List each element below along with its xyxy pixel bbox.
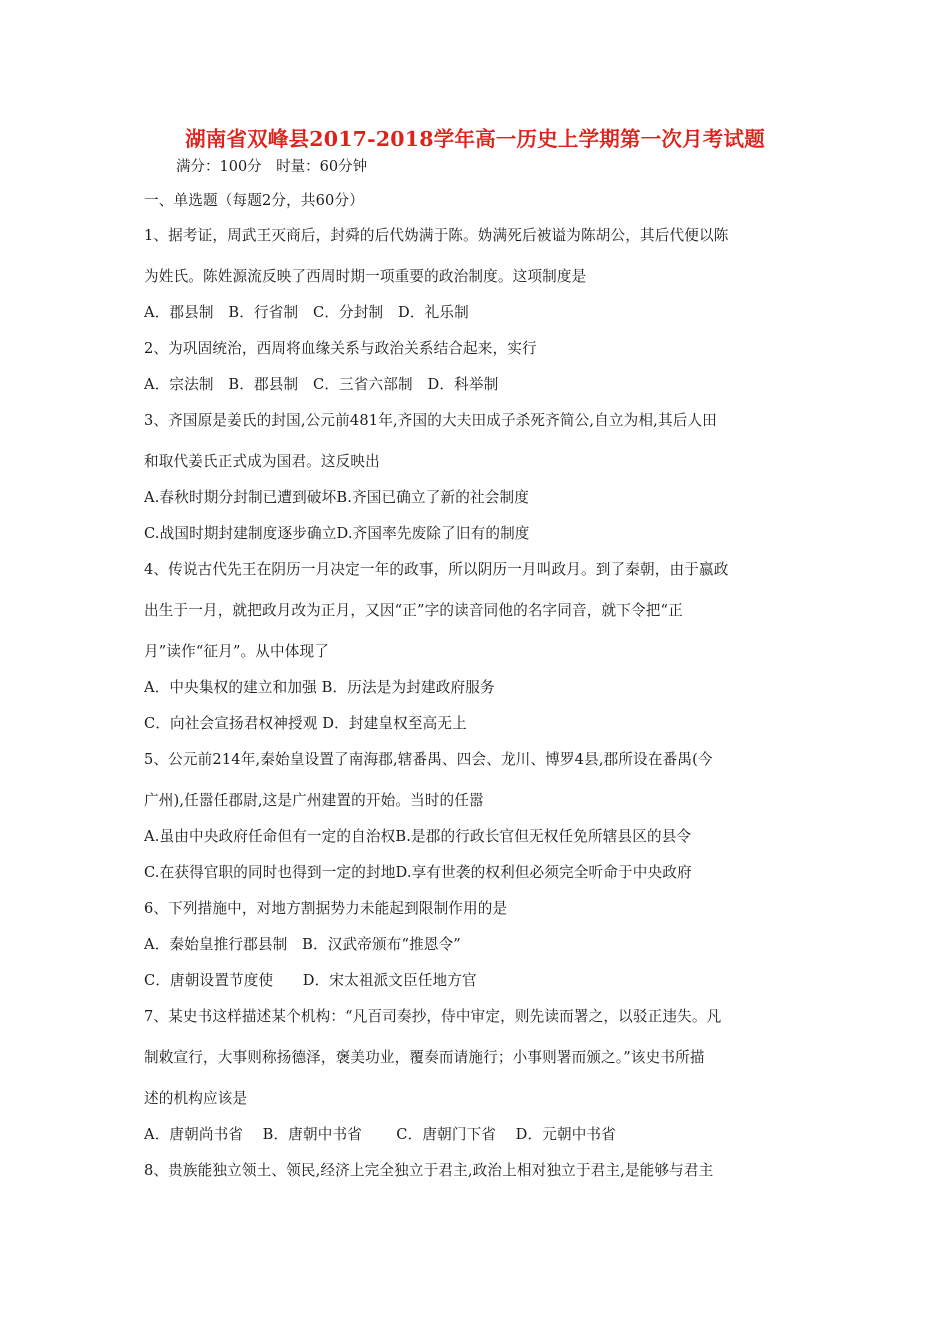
answer-options: A.虽由中央政府任命但有一定的自治权B.是郡的行政长官但无权任免所辖县区的县令: [144, 828, 692, 845]
answer-options: A．中央集权的建立和加强 B．历法是为封建政府服务: [144, 679, 495, 696]
answer-options: A．唐朝尚书省 B．唐朝中书省 C．唐朝门下省 D．元朝中书省: [144, 1126, 616, 1143]
answer-options: C．向社会宣扬君权神授观 D．封建皇权至高无上: [144, 715, 467, 732]
text-line: 1、据考证，周武王灭商后，封舜的后代妫满于陈。妫满死后被谥为陈胡公，其后代便以陈: [144, 227, 729, 244]
text-line: 广州),任嚣任郡尉,这是广州建置的开始。当时的任嚣: [144, 792, 484, 809]
section-heading: 一、单选题（每题2分，共60分）: [144, 192, 364, 209]
text-line: 4、传说古代先王在阴历一月决定一年的政事，所以阴历一月叫政月。到了秦朝，由于嬴政: [144, 561, 729, 578]
text-line: 月”读作“征月”。从中体现了: [144, 643, 330, 660]
answer-options: A．秦始皇推行郡县制 B．汉武帝颁布“推恩令”: [144, 936, 461, 953]
answer-options: A．郡县制 B．行省制 C．分封制 D．礼乐制: [144, 304, 469, 321]
answer-options: A.春秋时期分封制已遭到破坏B.齐国已确立了新的社会制度: [144, 489, 529, 506]
text-line: 制敕宣行，大事则称扬德泽，褒美功业，覆奏而请施行；小事则署而颁之。”该史书所描: [144, 1049, 705, 1066]
text-line: 为姓氏。陈姓源流反映了西周时期一项重要的政治制度。这项制度是: [144, 268, 587, 285]
text-line: 7、某史书这样描述某个机构：“凡百司奏抄，侍中审定，则先读而署之，以驳正违失。凡: [144, 1008, 722, 1025]
text-line: 3、齐国原是姜氏的封国,公元前481年,齐国的大夫田成子杀死齐简公,自立为相,其后人田: [144, 412, 717, 429]
answer-options: C.在获得官职的同时也得到一定的封地D.享有世袭的权利但必须完全听命于中央政府: [144, 864, 692, 881]
text-line: 5、公元前214年,秦始皇设置了南海郡,辖番禺、四会、龙川、博罗4县,郡所设在番禺(今: [144, 751, 713, 768]
answer-options: C.战国时期封建制度逐步确立D.齐国率先废除了旧有的制度: [144, 525, 530, 542]
text-line: 述的机构应该是: [144, 1090, 248, 1107]
text-line: 6、下列措施中，对地方割据势力未能起到限制作用的是: [144, 900, 508, 917]
answer-options: C．唐朝设置节度使 D．宋太祖派文臣任地方官: [144, 972, 477, 989]
exam-title: 湖南省双峰县2017-2018学年高一历史上学期第一次月考试题: [185, 127, 765, 151]
text-line: 8、贵族能独立领土、领民,经济上完全独立于君主,政治上相对独立于君主,是能够与君主: [144, 1162, 714, 1179]
text-line: 出生于一月，就把政月改为正月，又因“正”字的读音同他的名字同音，就下令把“正: [144, 602, 683, 619]
text-line: 2、为巩固统治，西周将血缘关系与政治关系结合起来，实行: [144, 340, 537, 357]
exam-meta: 满分：100分 时量：60分钟: [176, 159, 368, 175]
text-line: 和取代姜氏正式成为国君。这反映出: [144, 453, 380, 470]
answer-options: A．宗法制 B．郡县制 C．三省六部制 D．科举制: [144, 376, 499, 393]
